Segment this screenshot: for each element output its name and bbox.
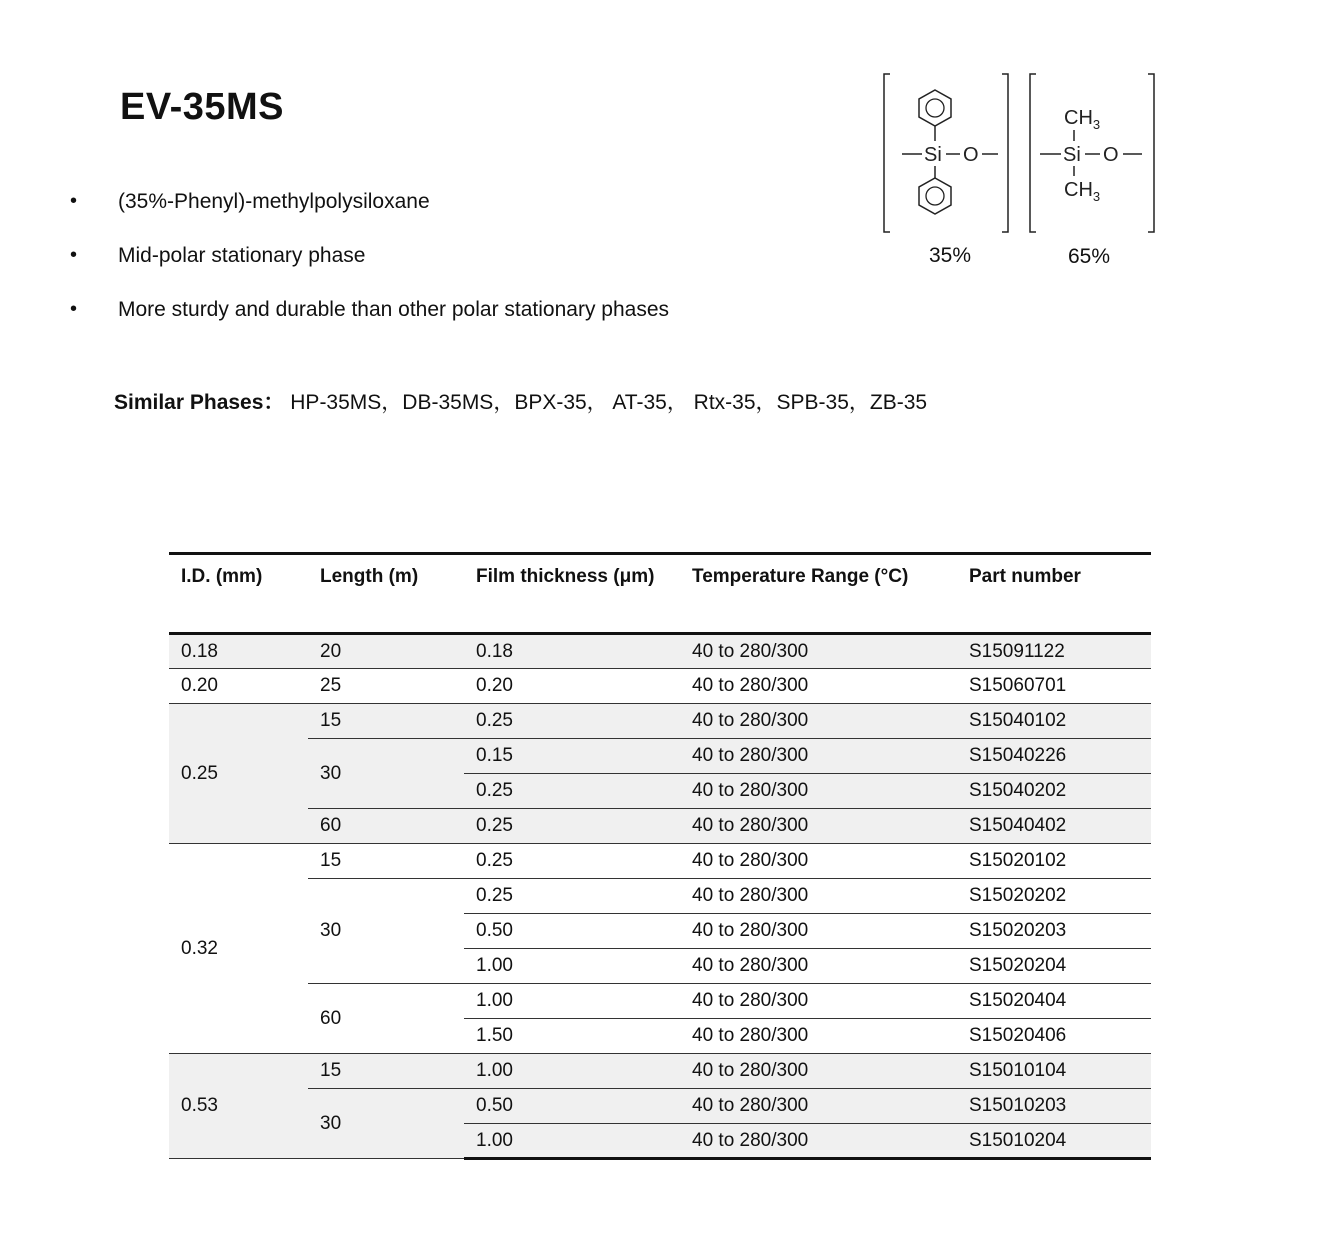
cell-length: 15 <box>308 704 464 739</box>
cell-id: 0.25 <box>169 704 308 844</box>
cell-id: 0.53 <box>169 1054 308 1159</box>
cell-id: 0.32 <box>169 844 308 1054</box>
cell-length: 20 <box>308 634 464 669</box>
cell-film: 0.20 <box>464 669 680 704</box>
cell-temp: 40 to 280/300 <box>680 774 957 809</box>
table-header-row <box>169 554 1151 634</box>
feature-text: Mid-polar stationary phase <box>118 244 366 267</box>
cell-part: S15040402 <box>957 809 1151 844</box>
cell-temp: 40 to 280/300 <box>680 1089 957 1124</box>
cell-length: 15 <box>308 1054 464 1089</box>
feature-text: More sturdy and durable than other polar stationary phases <box>118 298 669 321</box>
table-row <box>169 1089 1151 1124</box>
cell-part: S15060701 <box>957 669 1151 704</box>
chemical-structure-diagram <box>880 70 1165 240</box>
bracket-right-icon <box>1002 74 1008 232</box>
similar-phases <box>114 386 927 416</box>
similar-phases-label: Similar Phases： <box>114 391 285 414</box>
bullet-icon: • <box>70 298 78 320</box>
cell-length: 60 <box>308 809 464 844</box>
cell-temp: 40 to 280/300 <box>680 914 957 949</box>
bracket-left-icon <box>884 74 890 232</box>
cell-film: 0.18 <box>464 634 680 669</box>
header-part: Part number <box>969 566 1081 587</box>
cell-id: 0.20 <box>169 669 308 704</box>
cell-part: S15020406 <box>957 1019 1151 1054</box>
cell-temp: 40 to 280/300 <box>680 669 957 704</box>
cell-film: 0.50 <box>464 914 680 949</box>
cell-temp: 40 to 280/300 <box>680 844 957 879</box>
cell-temp: 40 to 280/300 <box>680 879 957 914</box>
header-film: Film thickness (μm) <box>476 566 655 587</box>
cell-temp: 40 to 280/300 <box>680 984 957 1019</box>
table-row <box>169 879 1151 914</box>
table-row <box>169 634 1151 669</box>
cell-film: 0.25 <box>464 809 680 844</box>
table-row <box>169 809 1151 844</box>
methyl-top: $CH_3$ <box>1064 107 1101 132</box>
cell-film: 1.00 <box>464 1054 680 1089</box>
cell-film: 0.25 <box>464 879 680 914</box>
bullet-icon: • <box>70 190 78 212</box>
cell-temp: 40 to 280/300 <box>680 704 957 739</box>
cell-length: 30 <box>308 739 464 809</box>
page-title: EV-35MS <box>120 86 285 128</box>
cell-temp: 40 to 280/300 <box>680 634 957 669</box>
table-row <box>169 704 1151 739</box>
similar-phases-values: HP-35MS，DB-35MS，BPX-35， AT-35， Rtx-35，SPB-35，ZB-35 <box>290 391 928 414</box>
table-row <box>169 669 1151 704</box>
table-row <box>169 1054 1151 1089</box>
phenyl-percent: 35% <box>929 244 972 267</box>
cell-film: 1.00 <box>464 949 680 984</box>
methyl-percent: 65% <box>1068 245 1111 268</box>
cell-temp: 40 to 280/300 <box>680 1124 957 1159</box>
cell-part: S15010204 <box>957 1124 1151 1159</box>
cell-part: S15020404 <box>957 984 1151 1019</box>
cell-temp: 40 to 280/300 <box>680 1019 957 1054</box>
cell-part: S15091122 <box>957 634 1151 669</box>
bracket-right-icon <box>1148 74 1154 232</box>
cell-part: S15020102 <box>957 844 1151 879</box>
cell-length: 60 <box>308 984 464 1054</box>
cell-part: S15020204 <box>957 949 1151 984</box>
cell-film: 1.50 <box>464 1019 680 1054</box>
cell-part: S15010104 <box>957 1054 1151 1089</box>
cell-length: 25 <box>308 669 464 704</box>
header-temp: Temperature Range (°C) <box>692 566 909 587</box>
cell-film: 0.25 <box>464 774 680 809</box>
si-atom-2: Si <box>1063 144 1081 166</box>
cell-part: S15020202 <box>957 879 1151 914</box>
cell-part: S15040202 <box>957 774 1151 809</box>
si-atom-1: Si <box>924 144 942 166</box>
o-atom-1: O <box>963 144 979 166</box>
cell-temp: 40 to 280/300 <box>680 739 957 774</box>
cell-length: 30 <box>308 879 464 984</box>
feature-text: (35%-Phenyl)-methylpolysiloxane <box>118 190 430 213</box>
cell-part: S15040226 <box>957 739 1151 774</box>
cell-film: 0.50 <box>464 1089 680 1124</box>
cell-part: S15020203 <box>957 914 1151 949</box>
cell-temp: 40 to 280/300 <box>680 809 957 844</box>
table-row <box>169 739 1151 774</box>
cell-temp: 40 to 280/300 <box>680 1054 957 1089</box>
cell-film: 0.15 <box>464 739 680 774</box>
methyl-bottom: $CH_3$ <box>1064 179 1101 204</box>
phenyl-ring-top-icon <box>919 90 951 126</box>
bullet-icon: • <box>70 244 78 266</box>
cell-length: 30 <box>308 1089 464 1159</box>
column-spec-table <box>169 552 1151 1160</box>
cell-id: 0.18 <box>169 634 308 669</box>
o-atom-2: O <box>1103 144 1119 166</box>
table-row <box>169 844 1151 879</box>
cell-temp: 40 to 280/300 <box>680 949 957 984</box>
bracket-left-icon <box>1030 74 1036 232</box>
cell-length: 15 <box>308 844 464 879</box>
table-row <box>169 984 1151 1019</box>
header-length: Length (m) <box>320 566 419 587</box>
cell-part: S15010203 <box>957 1089 1151 1124</box>
cell-film: 1.00 <box>464 1124 680 1159</box>
cell-film: 0.25 <box>464 844 680 879</box>
cell-part: S15040102 <box>957 704 1151 739</box>
cell-film: 1.00 <box>464 984 680 1019</box>
header-id: I.D. (mm) <box>181 566 263 587</box>
phenyl-ring-bottom-icon <box>919 178 951 214</box>
cell-film: 0.25 <box>464 704 680 739</box>
